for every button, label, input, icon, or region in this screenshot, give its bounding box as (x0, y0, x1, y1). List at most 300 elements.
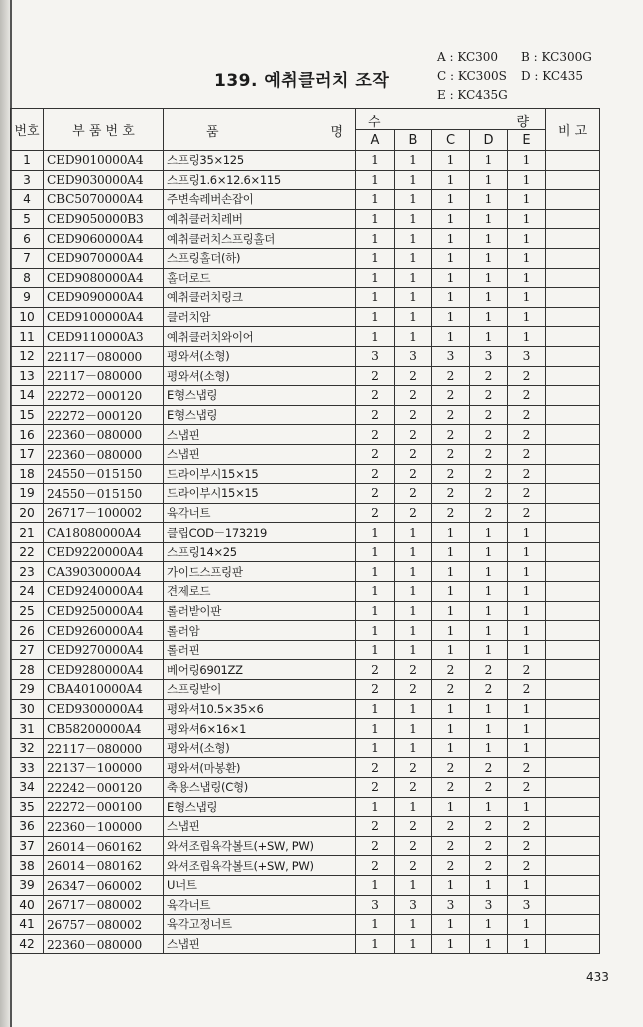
qty-e: 1 (508, 875, 546, 895)
table-row (11, 719, 600, 739)
part-name: 육각너트 (164, 503, 356, 523)
remarks-cell (546, 719, 600, 739)
part-number: CED9270000A4 (44, 640, 164, 660)
row-number: 26 (11, 621, 44, 641)
table-row (11, 170, 600, 190)
part-name: 주변속레버손잡이 (164, 190, 356, 210)
part-name: 스냅핀 (164, 425, 356, 445)
table-row (11, 817, 600, 837)
row-number: 39 (11, 875, 44, 895)
qty-a: 1 (356, 190, 395, 210)
part-number: CB58200000A4 (44, 719, 164, 739)
row-number: 14 (11, 386, 44, 406)
table-row (11, 680, 600, 700)
qty-c: 2 (432, 484, 470, 504)
qty-c: 1 (432, 151, 470, 171)
qty-b: 1 (395, 934, 432, 954)
row-number: 33 (11, 758, 44, 778)
qty-d: 1 (470, 640, 508, 660)
qty-d: 2 (470, 405, 508, 425)
qty-d: 2 (470, 836, 508, 856)
part-number: 22137－100000 (44, 758, 164, 778)
qty-d: 3 (470, 346, 508, 366)
part-number: 22117－080000 (44, 738, 164, 758)
remarks-cell (546, 484, 600, 504)
row-number: 22 (11, 542, 44, 562)
part-name: E형스냅링 (164, 386, 356, 406)
remarks-cell (546, 895, 600, 915)
part-name: 롤러핀 (164, 640, 356, 660)
remarks-cell (546, 660, 600, 680)
part-name: 스냅핀 (164, 817, 356, 837)
qty-a: 2 (356, 778, 395, 798)
part-name: 스냅핀 (164, 444, 356, 464)
part-name: 예취클러치링크 (164, 288, 356, 308)
qty-c: 3 (432, 346, 470, 366)
qty-a: 3 (356, 895, 395, 915)
qty-c: 1 (432, 268, 470, 288)
part-name: 평와셔(소형) (164, 366, 356, 386)
qty-c: 1 (432, 797, 470, 817)
part-name: 와셔조립육각볼트(+SW, PW) (164, 856, 356, 876)
table-row (11, 444, 600, 464)
remarks-cell (546, 621, 600, 641)
qty-c: 1 (432, 229, 470, 249)
part-name: 견제로드 (164, 582, 356, 602)
qty-a: 1 (356, 934, 395, 954)
table-row (11, 484, 600, 504)
table-row (11, 268, 600, 288)
qty-c: 1 (432, 719, 470, 739)
qty-e: 1 (508, 582, 546, 602)
qty-e: 2 (508, 660, 546, 680)
qty-e: 2 (508, 680, 546, 700)
table-row (11, 503, 600, 523)
table-row (11, 875, 600, 895)
qty-a: 2 (356, 386, 395, 406)
header-name-right: 명 (330, 125, 343, 140)
qty-b: 1 (395, 699, 432, 719)
table-row (11, 346, 600, 366)
qty-a: 2 (356, 484, 395, 504)
qty-b: 2 (395, 464, 432, 484)
qty-a: 1 (356, 288, 395, 308)
row-number: 28 (11, 660, 44, 680)
table-row (11, 797, 600, 817)
remarks-cell (546, 523, 600, 543)
qty-d: 1 (470, 719, 508, 739)
qty-d: 1 (470, 797, 508, 817)
qty-b: 1 (395, 562, 432, 582)
part-number: CED9220000A4 (44, 542, 164, 562)
qty-d: 1 (470, 151, 508, 171)
qty-b: 1 (395, 209, 432, 229)
row-number: 41 (11, 915, 44, 935)
qty-c: 1 (432, 523, 470, 543)
remarks-cell (546, 346, 600, 366)
qty-d: 1 (470, 562, 508, 582)
table-row (11, 542, 600, 562)
qty-e: 1 (508, 699, 546, 719)
qty-d: 1 (470, 542, 508, 562)
qty-d: 2 (470, 484, 508, 504)
qty-b: 2 (395, 836, 432, 856)
qty-a: 1 (356, 151, 395, 171)
part-number: CED9070000A4 (44, 248, 164, 268)
part-name: 예취클러치레버 (164, 209, 356, 229)
qty-c: 1 (432, 915, 470, 935)
qty-b: 1 (395, 640, 432, 660)
part-number: CED9050000B3 (44, 209, 164, 229)
header-qty-e: E (508, 130, 546, 151)
part-number: CED9080000A4 (44, 268, 164, 288)
qty-b: 2 (395, 758, 432, 778)
model-a: A : KC300 (437, 50, 499, 64)
qty-d: 2 (470, 444, 508, 464)
table-row (11, 699, 600, 719)
header-name-left: 품 (206, 125, 219, 140)
qty-a: 2 (356, 680, 395, 700)
row-number: 18 (11, 464, 44, 484)
qty-a: 2 (356, 464, 395, 484)
remarks-cell (546, 797, 600, 817)
qty-c: 1 (432, 190, 470, 210)
qty-e: 1 (508, 327, 546, 347)
part-number: CED9010000A4 (44, 151, 164, 171)
part-name: 스프링홀더(하) (164, 248, 356, 268)
qty-d: 2 (470, 386, 508, 406)
book-spine-shadow (0, 0, 10, 1027)
table-row (11, 248, 600, 268)
part-name: 예취클러치스프링홀더 (164, 229, 356, 249)
part-name: U너트 (164, 875, 356, 895)
qty-a: 1 (356, 268, 395, 288)
qty-e: 2 (508, 758, 546, 778)
qty-c: 2 (432, 856, 470, 876)
part-name: 육각너트 (164, 895, 356, 915)
qty-c: 1 (432, 288, 470, 308)
qty-e: 1 (508, 288, 546, 308)
part-number: 22117－080000 (44, 346, 164, 366)
header-qty-right: 량 (516, 115, 530, 130)
qty-e: 1 (508, 738, 546, 758)
qty-c: 1 (432, 699, 470, 719)
row-number: 10 (11, 307, 44, 327)
qty-d: 1 (470, 621, 508, 641)
part-name: 와셔조립육각볼트(+SW, PW) (164, 836, 356, 856)
qty-a: 1 (356, 327, 395, 347)
part-name: 스프링35×125 (164, 151, 356, 171)
qty-c: 2 (432, 444, 470, 464)
qty-e: 1 (508, 151, 546, 171)
qty-b: 1 (395, 523, 432, 543)
row-number: 17 (11, 444, 44, 464)
header-no: 번호 (11, 109, 44, 151)
remarks-cell (546, 503, 600, 523)
qty-b: 1 (395, 170, 432, 190)
part-number: 22360－080000 (44, 425, 164, 445)
qty-c: 1 (432, 542, 470, 562)
qty-b: 1 (395, 307, 432, 327)
remarks-cell (546, 640, 600, 660)
part-name: 롤러받이판 (164, 601, 356, 621)
remarks-cell (546, 875, 600, 895)
table-row (11, 209, 600, 229)
table-row (11, 856, 600, 876)
remarks-cell (546, 444, 600, 464)
table-row (11, 151, 600, 171)
qty-d: 3 (470, 895, 508, 915)
qty-a: 1 (356, 582, 395, 602)
row-number: 30 (11, 699, 44, 719)
row-number: 3 (11, 170, 44, 190)
part-name: 축용스냅링(C형) (164, 778, 356, 798)
qty-a: 1 (356, 209, 395, 229)
table-row (11, 327, 600, 347)
qty-a: 1 (356, 601, 395, 621)
part-number: CED9090000A4 (44, 288, 164, 308)
qty-b: 1 (395, 738, 432, 758)
qty-e: 2 (508, 484, 546, 504)
qty-c: 2 (432, 425, 470, 445)
qty-c: 1 (432, 640, 470, 660)
row-number: 37 (11, 836, 44, 856)
row-number: 36 (11, 817, 44, 837)
remarks-cell (546, 934, 600, 954)
header-qty-c: C (432, 130, 470, 151)
qty-e: 1 (508, 601, 546, 621)
remarks-cell (546, 464, 600, 484)
qty-e: 2 (508, 836, 546, 856)
remarks-cell (546, 386, 600, 406)
qty-d: 2 (470, 503, 508, 523)
qty-a: 2 (356, 405, 395, 425)
qty-b: 1 (395, 719, 432, 739)
qty-c: 1 (432, 875, 470, 895)
part-number: CED9060000A4 (44, 229, 164, 249)
remarks-cell (546, 288, 600, 308)
remarks-cell (546, 425, 600, 445)
row-number: 4 (11, 190, 44, 210)
qty-b: 2 (395, 680, 432, 700)
part-number: CED9260000A4 (44, 621, 164, 641)
row-number: 1 (11, 151, 44, 171)
table-row (11, 778, 600, 798)
qty-d: 2 (470, 758, 508, 778)
qty-d: 2 (470, 660, 508, 680)
remarks-cell (546, 915, 600, 935)
qty-e: 2 (508, 464, 546, 484)
part-name: 평와셔(소형) (164, 346, 356, 366)
qty-d: 1 (470, 229, 508, 249)
part-name: 스프링14×25 (164, 542, 356, 562)
qty-e: 2 (508, 817, 546, 837)
qty-e: 1 (508, 307, 546, 327)
qty-e: 2 (508, 366, 546, 386)
remarks-cell (546, 562, 600, 582)
part-name: 스냅핀 (164, 934, 356, 954)
table-row (11, 366, 600, 386)
remarks-cell (546, 170, 600, 190)
header-remarks: 비 고 (546, 109, 600, 151)
qty-d: 1 (470, 601, 508, 621)
qty-b: 2 (395, 405, 432, 425)
qty-d: 2 (470, 464, 508, 484)
qty-e: 2 (508, 856, 546, 876)
qty-e: 1 (508, 523, 546, 543)
qty-a: 2 (356, 366, 395, 386)
qty-a: 1 (356, 307, 395, 327)
qty-a: 1 (356, 738, 395, 758)
row-number: 12 (11, 346, 44, 366)
row-number: 42 (11, 934, 44, 954)
qty-a: 3 (356, 346, 395, 366)
header-part-no: 부 품 번 호 (44, 109, 164, 151)
table-row (11, 288, 600, 308)
qty-c: 1 (432, 562, 470, 582)
part-name: E형스냅링 (164, 797, 356, 817)
qty-c: 1 (432, 934, 470, 954)
header-qty-b: B (395, 130, 432, 151)
qty-e: 1 (508, 719, 546, 739)
part-name: 스프링받이 (164, 680, 356, 700)
qty-a: 2 (356, 817, 395, 837)
remarks-cell (546, 856, 600, 876)
qty-e: 2 (508, 444, 546, 464)
table-row (11, 934, 600, 954)
qty-a: 1 (356, 621, 395, 641)
qty-c: 2 (432, 758, 470, 778)
qty-a: 1 (356, 875, 395, 895)
qty-b: 2 (395, 817, 432, 837)
qty-d: 1 (470, 307, 508, 327)
qty-d: 1 (470, 327, 508, 347)
remarks-cell (546, 738, 600, 758)
part-number: 26717－080002 (44, 895, 164, 915)
qty-b: 1 (395, 190, 432, 210)
row-number: 21 (11, 523, 44, 543)
qty-c: 1 (432, 248, 470, 268)
part-number: 22242－000120 (44, 778, 164, 798)
qty-e: 1 (508, 797, 546, 817)
table-row (11, 562, 600, 582)
part-number: CA18080000A4 (44, 523, 164, 543)
page-title: 139. 예취클러치 조작 (214, 71, 390, 91)
part-number: CED9030000A4 (44, 170, 164, 190)
qty-b: 1 (395, 248, 432, 268)
qty-c: 1 (432, 601, 470, 621)
qty-a: 1 (356, 640, 395, 660)
row-number: 15 (11, 405, 44, 425)
table-row (11, 307, 600, 327)
row-number: 6 (11, 229, 44, 249)
part-number: CED9250000A4 (44, 601, 164, 621)
part-number: 22272－000100 (44, 797, 164, 817)
remarks-cell (546, 229, 600, 249)
row-number: 11 (11, 327, 44, 347)
remarks-cell (546, 699, 600, 719)
qty-d: 2 (470, 856, 508, 876)
part-name: 드라이부시15×15 (164, 484, 356, 504)
row-number: 23 (11, 562, 44, 582)
qty-b: 2 (395, 484, 432, 504)
qty-c: 1 (432, 738, 470, 758)
qty-e: 2 (508, 503, 546, 523)
table-row (11, 915, 600, 935)
qty-e: 1 (508, 190, 546, 210)
qty-b: 2 (395, 386, 432, 406)
qty-e: 2 (508, 386, 546, 406)
qty-a: 2 (356, 836, 395, 856)
part-number: CA39030000A4 (44, 562, 164, 582)
qty-a: 1 (356, 719, 395, 739)
qty-d: 1 (470, 523, 508, 543)
part-number: 24550－015150 (44, 464, 164, 484)
qty-c: 2 (432, 366, 470, 386)
table-row (11, 895, 600, 915)
row-number: 27 (11, 640, 44, 660)
qty-e: 1 (508, 229, 546, 249)
remarks-cell (546, 582, 600, 602)
table-row (11, 621, 600, 641)
qty-d: 1 (470, 268, 508, 288)
qty-c: 3 (432, 895, 470, 915)
part-number: CBC5070000A4 (44, 190, 164, 210)
part-number: CED9280000A4 (44, 660, 164, 680)
qty-e: 1 (508, 934, 546, 954)
part-name: 스프링1.6×12.6×115 (164, 170, 356, 190)
part-name: 베어링6901ZZ (164, 660, 356, 680)
qty-c: 2 (432, 836, 470, 856)
qty-a: 1 (356, 170, 395, 190)
qty-d: 2 (470, 778, 508, 798)
table-row (11, 660, 600, 680)
part-name: 드라이부시15×15 (164, 464, 356, 484)
qty-c: 1 (432, 327, 470, 347)
qty-c: 2 (432, 778, 470, 798)
qty-d: 1 (470, 248, 508, 268)
model-b: B : KC300G (521, 50, 592, 64)
qty-e: 1 (508, 621, 546, 641)
qty-e: 1 (508, 268, 546, 288)
table-row (11, 601, 600, 621)
remarks-cell (546, 405, 600, 425)
qty-e: 1 (508, 915, 546, 935)
table-row (11, 523, 600, 543)
qty-b: 1 (395, 875, 432, 895)
qty-b: 2 (395, 660, 432, 680)
remarks-cell (546, 151, 600, 171)
qty-d: 1 (470, 582, 508, 602)
qty-d: 2 (470, 680, 508, 700)
part-name: 평와셔(마봉환) (164, 758, 356, 778)
qty-b: 1 (395, 542, 432, 562)
table-row (11, 405, 600, 425)
qty-c: 2 (432, 464, 470, 484)
row-number: 9 (11, 288, 44, 308)
row-number: 16 (11, 425, 44, 445)
part-number: CED9240000A4 (44, 582, 164, 602)
qty-d: 1 (470, 190, 508, 210)
header-qty-left: 수 (368, 115, 381, 130)
part-name: 클립COD－173219 (164, 523, 356, 543)
qty-b: 1 (395, 288, 432, 308)
row-number: 8 (11, 268, 44, 288)
header-qty-a: A (356, 130, 395, 151)
header-qty (356, 109, 546, 130)
part-number: 26347－060002 (44, 875, 164, 895)
qty-a: 1 (356, 562, 395, 582)
